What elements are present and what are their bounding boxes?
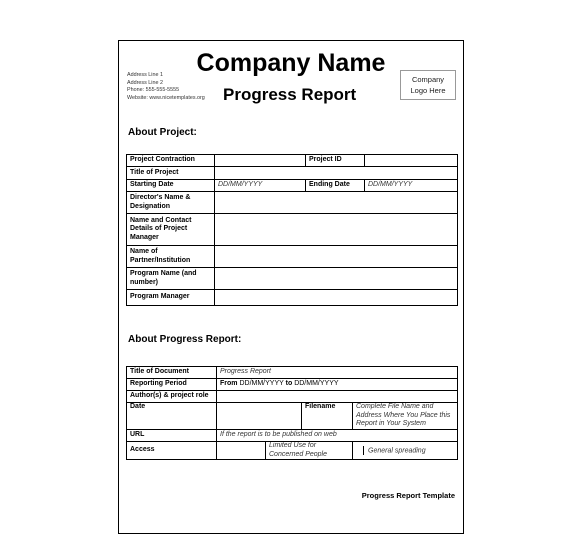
table-row [127, 246, 458, 268]
partner-label: Name of Partner/Institution [127, 246, 215, 268]
company-address [127, 72, 205, 102]
about-project-heading: About Project: [128, 127, 197, 138]
contact-details-label: Name and Contact Details of Project Manager [127, 214, 215, 246]
table-row [127, 155, 458, 167]
table-row [127, 180, 458, 192]
table-row [127, 391, 458, 403]
phone-line: Phone: 555-555-5555 [127, 87, 180, 94]
partner-field[interactable] [215, 246, 458, 268]
company-logo-placeholder [400, 70, 456, 100]
project-table [126, 154, 458, 306]
ending-date-label: Ending Date [306, 180, 365, 192]
program-name-field[interactable] [215, 268, 458, 290]
url-label: URL [127, 430, 217, 442]
period-to-label: to [285, 380, 293, 388]
starting-date-field[interactable]: DD/MM/YYYY [215, 180, 306, 192]
title-of-document-field[interactable]: Progress Report [217, 367, 458, 379]
starting-date-label: Starting Date [127, 180, 215, 192]
title-of-project-field[interactable] [215, 167, 458, 180]
access-option-limited[interactable]: Limited Use for Concerned People [266, 442, 353, 460]
url-field[interactable]: If the report is to be published on web [217, 430, 458, 442]
access-option-general-label: General spreading [368, 446, 426, 454]
access-option-general[interactable] [353, 442, 458, 460]
project-id-label: Project ID [306, 155, 365, 167]
logo-text-line-2: Logo Here [410, 85, 446, 95]
footer-text: Progress Report Template [361, 491, 455, 500]
document-page [118, 40, 464, 534]
reporting-period-label: Reporting Period [127, 379, 217, 391]
table-row [127, 367, 458, 379]
about-progress-report-heading: About Progress Report: [128, 334, 242, 345]
project-contraction-label: Project Contraction [127, 155, 215, 167]
report-title: Progress Report [223, 85, 357, 104]
company-name: Company Name [196, 49, 386, 77]
table-row [127, 442, 458, 460]
date-field[interactable] [217, 403, 302, 430]
access-label: Access [127, 442, 217, 460]
filename-field[interactable]: Complete File Name and Address Where You Place this Report in Your System [353, 403, 458, 430]
table-row [127, 167, 458, 180]
period-from-value: DD/MM/YYYY [239, 380, 284, 388]
authors-label: Author(s) & project role [127, 391, 217, 403]
address-line-1: Address Line 1 [127, 72, 163, 78]
period-to-value: DD/MM/YYYY [294, 380, 339, 388]
program-name-label: Program Name (and number) [127, 268, 215, 290]
reporting-period-field[interactable] [217, 379, 458, 391]
access-checkbox-2[interactable] [353, 446, 364, 455]
table-row [127, 290, 458, 306]
table-row [127, 214, 458, 246]
table-row [127, 379, 458, 391]
address-line-2: Address Line 2 [127, 79, 163, 86]
filename-label: Filename [302, 403, 353, 430]
progress-report-table [126, 366, 458, 460]
contact-details-field[interactable] [215, 214, 458, 246]
ending-date-field[interactable]: DD/MM/YYYY [365, 180, 458, 192]
period-from-label: From [220, 380, 238, 388]
director-name-field[interactable] [215, 192, 458, 214]
title-of-document-label: Title of Document [127, 367, 217, 379]
program-manager-field[interactable] [215, 290, 458, 306]
table-row [127, 268, 458, 290]
table-row [127, 430, 458, 442]
authors-field[interactable] [217, 391, 458, 403]
table-row [127, 192, 458, 214]
project-contraction-field[interactable] [215, 155, 306, 167]
access-checkbox-1[interactable] [217, 442, 266, 460]
director-name-label: Director's Name & Designation [127, 192, 215, 214]
project-id-field[interactable] [365, 155, 458, 167]
date-label: Date [127, 403, 217, 430]
table-row [127, 403, 458, 430]
logo-text-line-1: Company [411, 75, 445, 84]
program-manager-label: Program Manager [127, 290, 215, 306]
title-of-project-label: Title of Project [127, 167, 215, 180]
website-line: Website: www.nicetemplates.org [127, 94, 205, 101]
